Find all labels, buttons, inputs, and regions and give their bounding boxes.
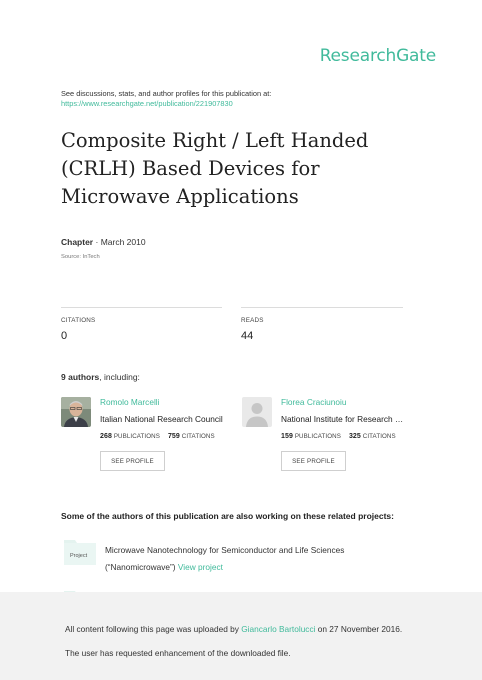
- upload-prefix: All content following this page was uploaded by: [65, 624, 239, 634]
- author-citations-label: CITATIONS: [181, 433, 215, 440]
- author-name-link[interactable]: Romolo Marcelli: [100, 397, 160, 407]
- folder-label: Project: [70, 553, 88, 559]
- project-acronym: (“Nanomicrowave”): [105, 561, 176, 572]
- intro-text: See discussions, stats, and author profiles for this publication at:: [61, 89, 272, 98]
- author-publications-label: PUBLICATIONS: [113, 433, 160, 440]
- upload-info: [65, 624, 402, 634]
- enhancement-note: The user has requested enhancement of the downloaded file.: [65, 648, 291, 658]
- author-name-link[interactable]: Florea Craciunoiu: [281, 397, 347, 407]
- uploader-link[interactable]: Giancarlo Bartolucci: [241, 624, 316, 634]
- author-institution: National Institute for Research …: [281, 414, 404, 424]
- authors-summary: [61, 372, 140, 382]
- publication-source: Source: InTech: [61, 254, 100, 260]
- author-citations-count: 759: [167, 433, 180, 440]
- author-photo-icon: [61, 397, 91, 427]
- see-profile-button[interactable]: SEE PROFILE: [281, 451, 346, 471]
- citations-divider: [61, 307, 222, 308]
- author-stats: [100, 433, 215, 440]
- folder-icon: [64, 538, 96, 565]
- project-title: Microwave Nanotechnology for Semiconductor and Life Sciences: [105, 545, 345, 555]
- view-project-link[interactable]: View project: [177, 561, 223, 572]
- author-institution: Italian National Research Council: [100, 414, 223, 424]
- project-folder-icon[interactable]: [64, 584, 96, 592]
- author-citations-label: CITATIONS: [362, 433, 396, 440]
- meta-separator: ·: [93, 237, 101, 247]
- authors-count: 9 authors: [61, 372, 100, 382]
- project-description: [105, 542, 344, 575]
- citations-value: 0: [61, 330, 68, 342]
- avatar[interactable]: [61, 397, 91, 427]
- project-folder-icon[interactable]: [64, 538, 96, 565]
- upload-footer: [0, 592, 482, 680]
- author-publications-count: 159: [281, 433, 293, 440]
- publication-url-link[interactable]: https://www.researchgate.net/publication/221907830: [61, 98, 233, 108]
- avatar[interactable]: [242, 397, 272, 427]
- reads-value: 44: [241, 330, 254, 342]
- author-stats: [281, 433, 396, 440]
- related-projects-heading: Some of the authors of this publication are also working on these related projects:: [61, 511, 394, 521]
- reads-label: READS: [241, 317, 264, 324]
- default-avatar-icon: [242, 397, 272, 427]
- publication-meta: [61, 237, 146, 247]
- intro-block: [61, 89, 271, 108]
- upload-suffix: on 27 November 2016.: [317, 624, 403, 634]
- author-citations-count: 325: [348, 433, 361, 440]
- author-publications-label: PUBLICATIONS: [294, 433, 341, 440]
- citations-label: CITATIONS: [61, 317, 96, 324]
- see-profile-button[interactable]: SEE PROFILE: [100, 451, 165, 471]
- researchgate-logo[interactable]: ResearchGate: [319, 46, 436, 66]
- publication-type: Chapter: [61, 237, 94, 247]
- reads-divider: [241, 307, 403, 308]
- publication-date: March 2010: [100, 237, 146, 247]
- authors-suffix: , including:: [99, 372, 140, 382]
- publication-title: Composite Right / Left Handed (CRLH) Based Devices for Microwave Applications: [61, 129, 369, 208]
- author-publications-count: 268: [100, 433, 112, 440]
